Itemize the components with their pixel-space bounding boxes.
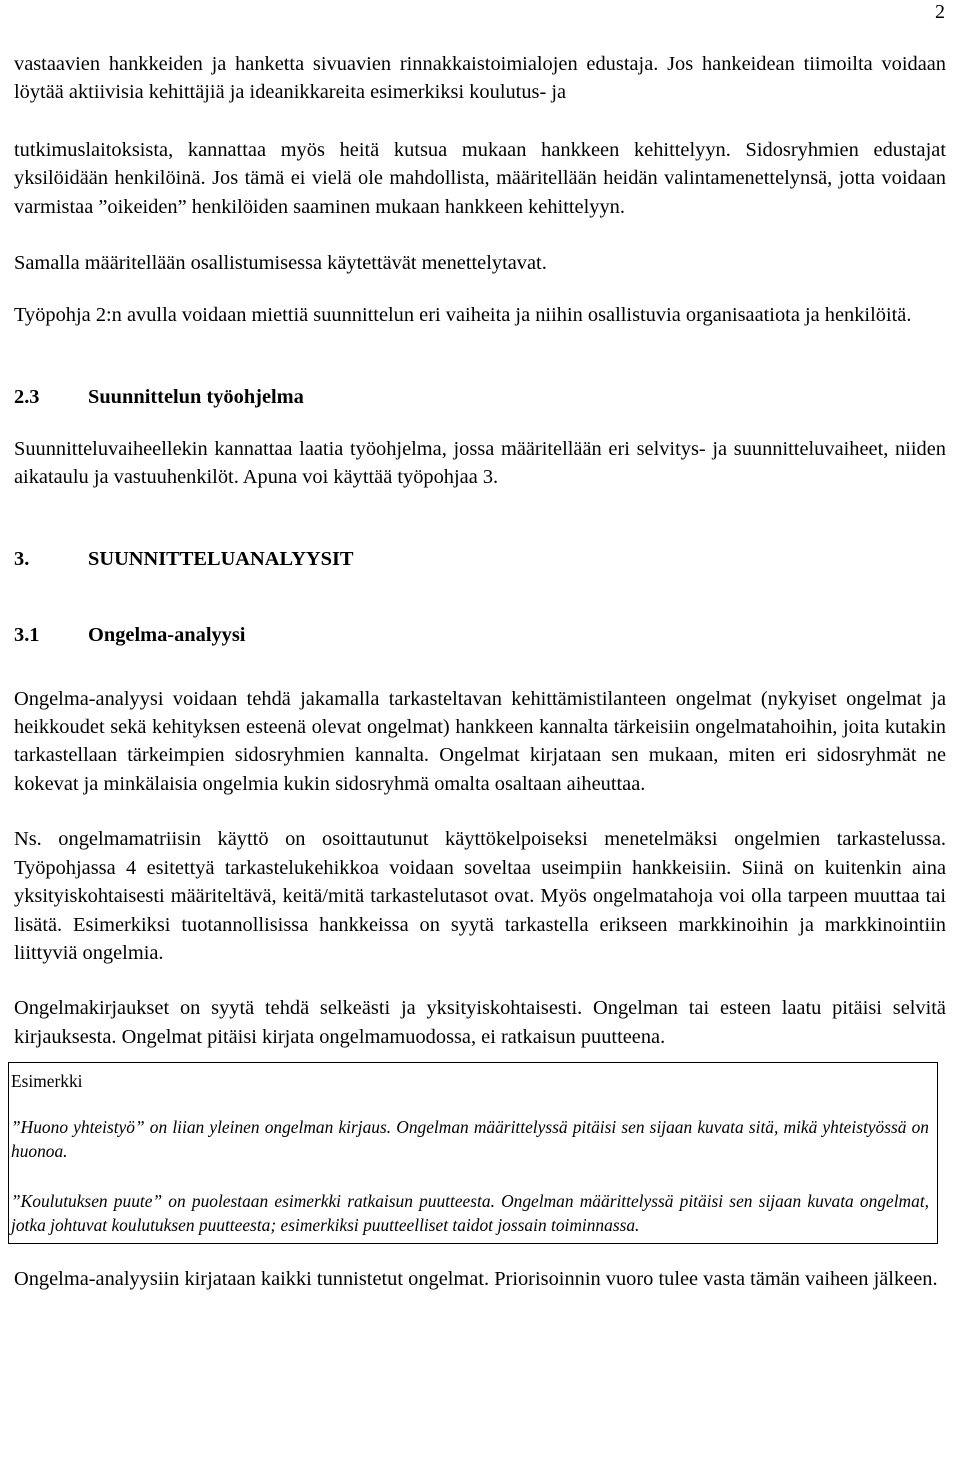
paragraph-intro-2: tutkimuslaitoksista, kannattaa myös heitä kutsua mukaan hankkeen kehittelyyn. Sidosryhmien edustajat yksilöidään henkilöinä. Jos tämä ei vielä ole mahdollista, määritellään heidän valintamenettelynsä, jotta voidaan varmistaa ”oikeiden” henkilöiden saaminen mukaan hankkeen kehittelyyn.: [14, 138, 946, 218]
heading-title: Ongelma-analyysi: [88, 623, 246, 646]
heading-section-3-1: [14, 621, 946, 649]
paragraph-ongelmakirjaukset: Ongelmakirjaukset on syytä tehdä selkeästi ja yksityiskohtaisesti. Ongelman tai esteen laatu pitäisi selvitä kirjauksesta. Ongelmat pitäisi kirjata ongelmamuodossa, ei ratkaisun puutteena.: [14, 997, 946, 1048]
heading-number: 3.1: [14, 623, 40, 646]
paragraph-intro-1: vastaavien hankkeiden ja hanketta sivuavien rinnakkaistoimialojen edustaja. Jos hankeidean tiimoilta voidaan löytää aktiivisia kehittäjiä ja ideanikkareita esimerkiksi koulutus- ja: [14, 53, 946, 104]
heading-section-2-3: [14, 383, 946, 411]
example-box: [8, 1062, 938, 1244]
paragraph-samalla: Samalla määritellään osallistumisessa käytettävät menettelytavat.: [14, 252, 547, 275]
page-content: [11, 50, 946, 1293]
paragraph-section-2-3: Suunnitteluvaiheellekin kannattaa laatia työohjelma, jossa määritellään eri selvitys- ja suunnitteluvaiheet, niiden aikataulu ja vastuuhenkilöt. Apuna voi käyttää työpohjaa 3.: [14, 437, 946, 489]
heading-title: SUUNNITTELUANALYYSIT: [88, 547, 354, 570]
page-number: 2: [935, 1, 945, 23]
paragraph-ongelmamatriisi: Ns. ongelmamatriisin käyttö on osoittautunut käyttökelpoiseksi menetelmäksi ongelmien tarkastelussa. Työpohjassa 4 esitettyä tarkastelukehikkoa voidaan soveltaa useimpiin hankkeisiin. Siinä on kuitenkin aina yksityiskohtaisesti määriteltävä, keitä/mitä tarkastelutasot ovat. Myös ongelmatahoja voi olla tarpeen muuttaa tai lisätä. Esimerkiksi tuotannollisissa hankkeissa on syytä tarkastella erikseen markkinoihin ja markkinointiin liittyviä ongelmia.: [14, 828, 946, 964]
example-box-title: Esimerkki: [11, 1071, 83, 1092]
example-text-1: ”Huono yhteistyö” on liian yleinen ongelman kirjaus. Ongelman määrittelyssä pitäisi sen sijaan kuvata sitä, mikä yhteistyössä on huonoa.: [11, 1117, 929, 1162]
heading-number: 3.: [14, 547, 30, 570]
example-text-2: ”Koulutuksen puute” on puolestaan esimerkki ratkaisun puutteesta. Ongelman määrittelyssä pitäisi sen sijaan kuvata ongelmat, jotka johtuvat koulutuksen puutteesta; esimerkiksi puutteelliset taidot jossain toiminnassa.: [11, 1190, 929, 1235]
heading-section-3: [14, 545, 946, 573]
heading-title: Suunnittelun työohjelma: [88, 385, 304, 408]
paragraph-ongelma-analyysi: Ongelma-analyysi voidaan tehdä jakamalla tarkasteltavan kehittämistilanteen ongelmat (nykyiset ongelmat ja heikkoudet sekä kehityksen esteenä olevat ongelmat) hankkeen kannalta tärkeisiin ongelmatahoihin, joita kutakin tarkastellaan tärkeimpien sidosryhmien kannalta. Ongelmat kirjataan sen mukaan, miten eri sidosryhmät ne kokevat ja minkälaisia ongelmia kukin sidosryhmä omalta osaltaan aiheuttaa.: [14, 687, 946, 795]
paragraph-priorisointi: Ongelma-analyysiin kirjataan kaikki tunnistetut ongelmat. Priorisoinnin vuoro tulee vasta tämän vaiheen jälkeen.: [14, 1267, 938, 1290]
heading-number: 2.3: [14, 385, 40, 408]
paragraph-tyopohja: Työpohja 2:n avulla voidaan miettiä suunnittelun eri vaiheita ja niihin osallistuvia organisaatiota ja henkilöitä.: [14, 304, 912, 327]
